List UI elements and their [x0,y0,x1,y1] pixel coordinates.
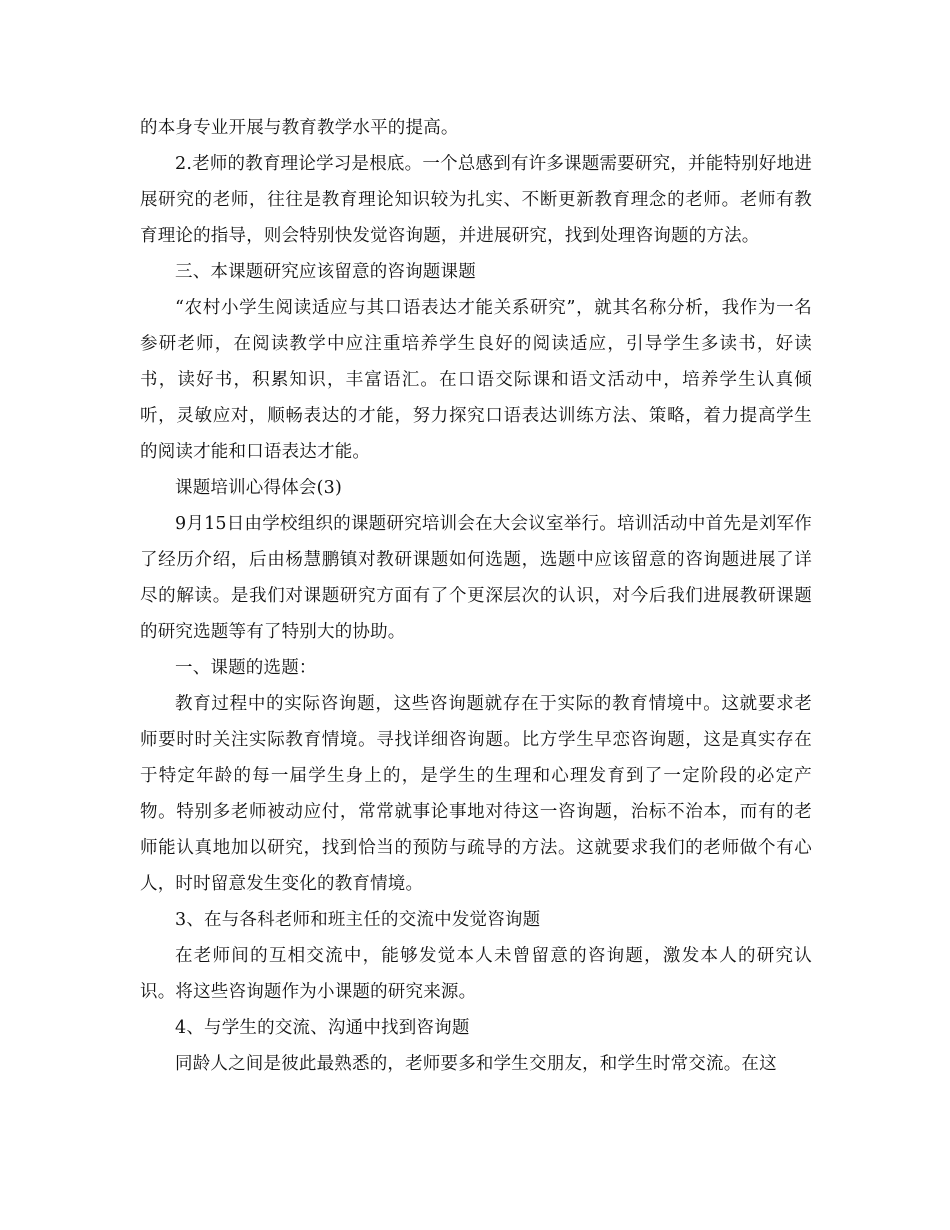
paragraph-12: 同龄人之间是彼此最熟悉的，老师要多和学生交朋友，和学生时常交流。在这 [175,1054,777,1074]
paragraph-2: 2.老师的教育理论学习是根底。一个总感到有许多课题需要研究，并能特别好地进展研究的老师，往往是教育理论知识较为扎实、不断更新教育理念的老师。老师有教育理论的指导，则会特别快发觉咨询题，并进展研究，找到处理咨询题的方法。 [140,154,812,246]
paragraph-1: 的本身专业开展与教育教学水平的提高。 [140,118,459,138]
paragraph-10: 在老师间的互相交流中，能够发觉本人未曾留意的咨询题，激发本人的研究认识。将这些咨询题作为小课题的研究来源。 [140,946,812,1002]
subheading-student-exchange: 4、与学生的交流、沟通中找到咨询题 [175,1018,470,1038]
paragraph-6: 9月15日由学校组织的课题研究培训会在大会议室举行。培训活动中首先是刘军作了经历介绍，后由杨慧鹏镇对教研课题如何选题，选题中应该留意的咨询题进展了详尽的解读。是我们对课题研究方面有了个更深层次的认识，对今后我们进展教研课题的研究选题等有了特别大的协助。 [140,514,812,642]
document-body [140,110,812,1082]
section-heading-topic-selection: 一、课题的选题： [175,658,317,678]
section-heading-3: 三、本课题研究应该留意的咨询题课题 [175,262,476,282]
subheading-teacher-exchange: 3、在与各科老师和班主任的交流中发觉咨询题 [175,910,541,930]
paragraph-4: “农村小学生阅读适应与其口语表达才能关系研究”，就其名称分析，我作为一名参研老师，在阅读教学中应注重培养学生良好的阅读适应，引导学生多读书，好读书，读好书，积累知识，丰富语汇。在口语交际课和语文活动中，培养学生认真倾听，灵敏应对，顺畅表达的才能，努力探究口语表达训练方法、策略，着力提高学生的阅读才能和口语表达才能。 [140,298,812,462]
paragraph-8: 教育过程中的实际咨询题，这些咨询题就存在于实际的教育情境中。这就要求老师要时时关注实际教育情境。寻找详细咨询题。比方学生早恋咨询题，这是真实存在于特定年龄的每一届学生身上的，是学生的生理和心理发育到了一定阶段的必定产物。特别多老师被动应付，常常就事论事地对待这一咨询题，治标不治本，而有的老师能认真地加以研究，找到恰当的预防与疏导的方法。这就要求我们的老师做个有心人，时时留意发生变化的教育情境。 [140,694,812,894]
section-title-training-3: 课题培训心得体会(3) [175,478,342,498]
